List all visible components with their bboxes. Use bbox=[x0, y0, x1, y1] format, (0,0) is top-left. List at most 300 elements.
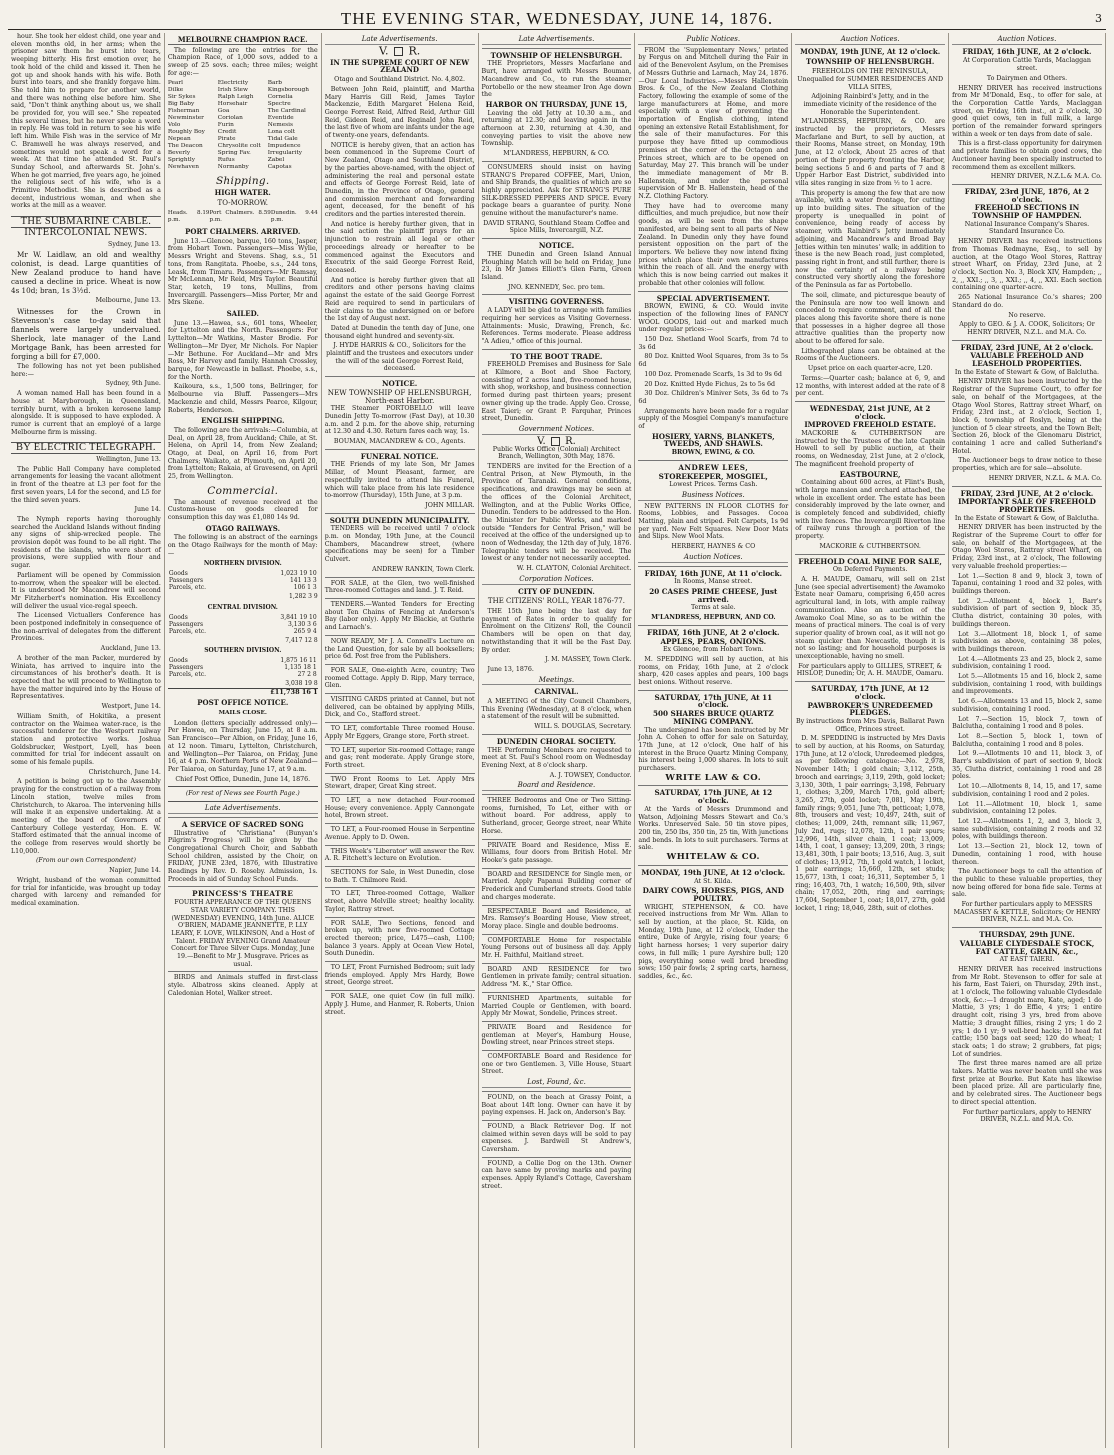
ad-text: 265 National Insurance Co.'s shares; 200 Standard do do. bbox=[952, 294, 1102, 309]
news-item: A woman named Hall has been found in a house at Maryborough, in Queensland, terribly burnt, with a broken kerosene lamp alongside. It is supposed to have exploded. A rumor is current that an employé of a large Melbourne firm is missing. bbox=[11, 390, 161, 436]
horse-entry: Eventide bbox=[267, 114, 294, 121]
classified-ad: FOR SALE, Two Sections, fenced and broken up, with new five-roomed Cottage erected thereon; price, L475—cash, L100; balance 3 years. Apply at Ocean View Hotel, South Dunedin. bbox=[325, 917, 475, 959]
news-item: A brother of the man Packer, murdered by Winiata, has arrived to inquire into the circumstances of his brother's death. It is expected that he will proceed to Wellington to have the matter inquired into by the House of Representatives. bbox=[11, 654, 161, 701]
table-row bbox=[168, 628, 318, 635]
horse-entry: Irish Stew bbox=[217, 86, 248, 93]
horse-entry: Impudence bbox=[267, 142, 301, 149]
news-item: The Public Hall Company have completed arrangements for leasing the vacant allotment in front of the theatre at L3 per foot for the first seven years, L4 for the second, and L5 for the third seven years. bbox=[11, 465, 161, 504]
ad-text: A. H. MAUDE, Oamaru, will sell on 21st June (see special advertisement) the Awamoko Estate near Oamaru, comprising 6,450 acres agricultural land, in lots, with ample railway communication. Also an auction of the Awamoko Coal Mine, so as to be within the means of practical miners. The coal is of very superior quality of brown coal, as it will not go steam quicker than Newcastle, though it is not so lasting; and for household purposes is unexceptionable, having no smell. bbox=[795, 576, 946, 661]
tomorrow-heading: TO-MORROW. bbox=[217, 198, 268, 207]
horse-entry: Sir Sykes bbox=[167, 93, 196, 100]
auction-notices-heading: Auction Notices. bbox=[795, 36, 945, 45]
ad-text: HENRY DRIVER has been instructed by the Registrar of the Supreme Court, to offer for sale, on behalf of the Mortgagees, at the Otago Wool Stores, Rattray street Wharf, on Friday, 23rd inst., at 2 o'clock, Section 1, block 6, township of Roslyn, being at the junction of 5 clear streets, and the Town Belt; Section 26, block of the Glenomaru District, containing 1 acre and called Sutherland's Hotel. bbox=[952, 378, 1102, 455]
column-3 bbox=[322, 33, 479, 1448]
auction-notices-heading: Auction Notices. bbox=[638, 554, 788, 563]
ad-sign: MACKORIE & CUTHBERTSON. bbox=[819, 542, 921, 550]
ad-sub: To Dairymen and Others. bbox=[986, 74, 1068, 82]
ad-sign: BROWN, EWING, & CO. bbox=[671, 449, 755, 457]
ad-title: FRIDAY, 23rd JUNE, 1876, At 2 o'clock. bbox=[964, 186, 1090, 204]
classified-ad: TENDERS.—Wanted Tenders for Erecting about Ten Chains of Fencing at Anderson's Bay (labor only). Apply Mr Blackie, at Guthrie and Larnach's. bbox=[325, 598, 475, 632]
ad-text: HENRY DRIVER has received instructions from Thomas Redmayne, Esq., to sell by auction, at the Otago Wool Stores, Rattray street Wharf, on Friday, 23rd June, at 2 o'clock, Section No. 3, Block XIV, Hampden; ,, 2, ,, XXI.; ,, 3, ,, XXI.; ,, 4, ,, XXI. Each section containing one quarter-acre. bbox=[952, 238, 1102, 292]
lot-item: Lot 11.—Allotment 10, block 1, same subdivision, containing 12 poles. bbox=[952, 800, 1102, 816]
board-ad: BOARD and RESIDENCE for Single men, or Married. Apply Papanui Building corner of Frederick and Cumberland streets. Good table and charges moderate. bbox=[482, 868, 632, 902]
table-cell: 265 9 4 bbox=[293, 627, 317, 635]
table-cell: 27 2 8 bbox=[297, 670, 317, 678]
royal-arms-icon: V. R. bbox=[537, 435, 576, 447]
classified-ad: TO LET, Front Furnished Bedroom; suit lady friends employed. Apply Mrs Hardy, Bowe street, George street. bbox=[325, 961, 475, 987]
ad-title: SATURDAY, 17th JUNE, At 11 o'clock. bbox=[654, 692, 773, 710]
high-water-heading: HIGH WATER. bbox=[214, 188, 271, 198]
grand-total: £11,738 16 1 bbox=[168, 688, 318, 697]
ad-sign: WHITELAW & CO. bbox=[666, 852, 760, 863]
ad bbox=[638, 625, 788, 687]
news-item: William Smith, of Hokitika, a present contractor on the Waimea water-race, is the successful tenderer for the Westport railway station and protective works. Joshua Goldsbrucker, Westport, Lyell, has been committed for trial for indecent assault on some of his female pupils. bbox=[11, 712, 161, 767]
column-7 bbox=[949, 33, 1106, 1448]
dateline: Sydney, June 13. bbox=[108, 240, 161, 248]
gov-notices-heading: Government Notices. bbox=[482, 426, 632, 435]
post-office-text: London (letters specially addressed only)—Per Hawea, on Thursday, June 15, at 8 a.m. San Francisco—Per Albion, on Friday, June 16, at 12 noon. Timaru, Lyttelton, Christchurch, and Wellington—Per Taiaroa, on Friday, June 16, at 4 p.m. Northern Ports of New Zealand—Per Taiaroa, on Saturday, June 17, at 9 a.m. bbox=[167, 719, 318, 773]
ad-text: In the Estate of Stewart & Gow, of Balclutha. bbox=[954, 368, 1100, 376]
southern-heading: SOUTHERN DIVISION. bbox=[204, 647, 282, 655]
ad-text: FOURTH APPEARANCE OF THE QUEENS STAR VARIETY COMPANY. THIS (WEDNESDAY) EVENING, 14th June. ALICE O'BRIEN, MADAME JEANNETTE, P. LLY LEARY, F. LOVE, WILKINSON, And a Host of Talent. FRIDAY EVENING Grand Amateur Concert for Three Silver Cups. Monday, June 19.—Benefit to Mr J. Musgrave. Prices as usual. bbox=[171, 899, 315, 968]
ad-text: In the Estate of Stewart & Gow, of Balclutha. bbox=[954, 514, 1100, 522]
horse-entry: Sprightly bbox=[167, 156, 196, 163]
page-number: 3 bbox=[1095, 12, 1102, 25]
ad-text: This property is among the few that are now available, with a water frontage, for cutting up into building sites. The situation of the property is unequalled in point of convenience, being ready of access by steamer, with Rainbird's Jetty immediately adjoining, and Macandrew's and Broad Bay Jetties within ten minutes' walk; in addition to these is the new Beach road, just completed, passing right in front, and still further, there is now the certainty of a railway being constructed very shortly along the foreshore of the Peninsula as far as Portobello. bbox=[795, 189, 946, 290]
ad-sign: BOUMAN, MACANDREW & CO., Agents. bbox=[333, 438, 466, 446]
horse-entry: Newhaven bbox=[167, 163, 199, 170]
lot-item: Lot 5.—Allotments 15 and 16, block 2, same subdivision, containing 1 rood, with buildings and improvements. bbox=[952, 673, 1102, 696]
table-cell: Goods bbox=[168, 613, 188, 621]
dateline: Westport, June 14. bbox=[101, 703, 161, 711]
court-text: Between John Reid, plaintiff, and Martha Mary Harris Gill Reid, James Taylor Mackenzie, Edith Margaret Helena Reid, George Forrest Reid, Alfred Reid, Arthur Gill Reid, Gideon Reid, and Reginald John Reid, the last five of whom are infants under the age of twenty-one years, defendants. bbox=[324, 85, 475, 140]
horse-entry: Chrysolite colt bbox=[217, 142, 261, 149]
board-ad: FURNISHED Apartments, suitable for Married Couple or Gentlemen, with board. Apply Mr Mowat, Sondelie, Princes street. bbox=[482, 992, 632, 1018]
ad bbox=[638, 291, 788, 457]
ad-text: THE Friends of my late Son, Mr James Millar, of Mount Pleasant, farmer, are respectfully invited to attend his Funeral, which will take place from his late residence to-morrow (Thursday), 15th June, at 3 p.m. bbox=[324, 461, 475, 500]
ad-text: HENRY DRIVER has been instructed by the Registrar of the Supreme Court to offer for sale, on behalf of the Mortgagees, at the Otago Wool Stores, Rattray street Wharf, on Friday, 23rd inst., at 2 o'clock, The following very valuable freehold properties:— bbox=[952, 524, 1102, 570]
ad-text: A LADY will be glad to arrange with families requiring her services as Visiting Governess. Attainments: Music, Drawing, French, &c. References. Terms moderate. Please address "A Adieu," office of this journal. bbox=[481, 307, 632, 345]
public-notice-text: FROM the 'Supplementary News,' printed by Fergus on and Mitchell during the Fair in aid of the Benevolent Asylum, on the Premises of Messrs Guthrie and Larnach, May 24, 1876.—Our Local Industries.—Messrs Hallenstein Bros. & Co., of the New Zealand Clothing Factory, following the example of some of the large manufacturers at Home, and more especially with a view of preventing the importation of English clothing, intend opening an extensive Retail Establishment, for the sale of their manufactures. For this purpose they have fitted up commodious premises at the corner of the Octagon and Princes street, which are to be opened on Saturday, May 27. This branch will be under the immediate management of Mr B. Hallenstein, and under the personal supervision of Mr B. Hallenstein, head of the N.Z. Clothing Factory. bbox=[638, 46, 789, 201]
ad-text: In Rooms, Manse street. bbox=[674, 578, 753, 586]
ad bbox=[482, 48, 632, 158]
arrived-text: June 13.—Glencoe, barque, 160 tons, Jasper, from Hobart Town. Passengers—Miss Wylie, Messrs Wright and Stevens. Shag, s.s., 51 tons, from Rangitata. Phoebe, s.s., 244 tons, Leask, from Timaru. Passengers—Mr Ramsay, Mr McLennan, Mr Reid, Mrs Taylor. Beautiful Star, ketch, 19 tons, Mullins, from Invercargill. Passengers—Miss Porter, Mr and Mrs Skene. bbox=[167, 237, 318, 307]
ad-title: VISITING GOVERNESS. bbox=[508, 297, 605, 307]
table-row bbox=[168, 621, 318, 628]
ad-title: FRIDAY, 16th JUNE, At 2 o'clock. bbox=[962, 46, 1092, 56]
tide-table bbox=[168, 210, 318, 225]
ad bbox=[482, 349, 632, 423]
ad-title: MONDAY, 19th JUNE, At 12 o'clock. bbox=[800, 46, 941, 56]
horse-entry: Ralph Leigh bbox=[217, 93, 254, 100]
ad-text: THE Proprietors, Messrs Macfarlane and Burt, have arranged with Messrs Bouman, Macandrew and Co., to run the steamer Portobello or the new steamer Iron Age down the bbox=[481, 60, 632, 99]
horse-entry: Volo bbox=[167, 121, 181, 128]
ad-sign: For further particulars, apply to HENRY DRIVER, N.Z.L. and M.A. Co. bbox=[962, 1108, 1092, 1124]
horse-list bbox=[168, 80, 318, 171]
column-2 bbox=[165, 33, 322, 1448]
ad-sub: EASTBOURNE, bbox=[839, 469, 901, 479]
classified-ad: NOW READY, Mr J. A. Connell's Lecture on the Land Question, for sale by all booksellers; price 6d. Post free from the Publishers. bbox=[325, 635, 475, 661]
ad-date: June 13, 1876. bbox=[487, 665, 534, 673]
board-ad: COMFORTABLE Board and Residence for one or two Gentlemen. 3, Ville House, Stuart Street. bbox=[482, 1050, 632, 1076]
ad-title: PRINCESS'S THEATRE bbox=[192, 889, 294, 899]
ad-title: FRIDAY, 23rd JUNE, At 2 o'clock. bbox=[960, 342, 1094, 352]
english-shipping-text: The following are the arrivals:—Columbia, at Deal, on April 28, from Auckland; Chile, at St. Helena, on April 14, from New Zealand; Otago, at Deal, on April 16, from Port Chalmers; Waikato, at Plymouth, on April 20, from Lyttelton; Rakaia, at Gravesend, on April 25, from Wellington. bbox=[167, 426, 318, 481]
board-ad: THREE Bedrooms and One or Two Sitting-rooms, furnished, To Let, either with or without board. For address, apply to Sutherland, grocer, George street, near White Horse. bbox=[482, 794, 632, 836]
ad-title: NOTICE. bbox=[381, 379, 418, 389]
ad-text: The undersigned has been instructed by Mr John A. Cohen to offer for sale on Saturday, 17th June, at 12 o'clock, One half of his interest in the Bruce Quartz Mining Company, his interest being 1,000 shares. In lots to suit purchasers. bbox=[638, 726, 789, 773]
lot-item: Lot 2.—Allotment 4, block 1, Barr's subdivision of part of section 9, block 35, Clutha district, containing 30 poles, with buildings thereon. bbox=[952, 597, 1102, 628]
ad bbox=[482, 238, 632, 291]
commercial-heading: Commercial. bbox=[207, 484, 279, 497]
board-ad: BOARD AND RESIDENCE for two Gentlemen in private family; central situation. Address "M. K.," Star Office. bbox=[482, 963, 632, 989]
table-cell: Parcels, etc. bbox=[168, 670, 207, 678]
classified-ad: TO LET, Three-roomed Cottage, Walker street, above Melville street; healthy locality. Taylor, Rattray street. bbox=[325, 887, 475, 913]
ad-sub: THE CITIZENS' ROLL, YEAR 1876-77. bbox=[487, 597, 625, 606]
ad-sign: HENRY DRIVER, N.Z.L.& M.A. Co. bbox=[990, 173, 1102, 181]
ad-sub: IMPROVED FREEHOLD ESTATE. bbox=[804, 420, 936, 430]
horse-entry: Pearl bbox=[167, 79, 183, 86]
ad-text: At St. Kilda. bbox=[694, 877, 733, 885]
horse-entry: Lona colt bbox=[267, 128, 296, 135]
ad-text: HENRY DRIVER has received instructions from Mr Robt. Stevenson to offer for sale at his farm, East Taieri, on Thursday, 29th inst., at 1 o'clock, The following valuable Clydesdale stock, &c.:—1 draught mare, Kate, aged; 1 do Mattie, 3 yrs; 1 do Effie, 4 yrs; 1 entire draught colt, rising 3 yrs, bred from above Mattie; 3 draught fillies, rising 2 yrs; 1 do 2 yrs; 1 do 1 yr; 9 well-bred hacks; 10 head fat cattle; 150 bags oat seed; 120 do wheat; 1 stack oats; 1 do straw; 2 grubbers, fat pigs; Lot of sundries. bbox=[952, 965, 1102, 1058]
see-fourth-page: (For rest of News see Fourth Page.) bbox=[185, 790, 300, 798]
late-ads-heading: Late Advertisements. bbox=[482, 36, 632, 45]
columns bbox=[8, 33, 1106, 1448]
ad-title: FRIDAY, 16th JUNE, At 11 o'clock. bbox=[644, 568, 782, 578]
classified-ad: TO LET, superior Six-roomed Cottage; range and gas; rent moderate. Apply Grange store, Forth street. bbox=[325, 744, 475, 770]
table-row bbox=[168, 570, 318, 577]
ad-text: CONSUMERS should insist on having STRANG'S Prepared COFFEE, Mari, Union, and Ship Brands, the qualities of which are so highly appreciated. Ask for STRANG'S PURE SILK-DRESSED PEPPERS AND SPICE. Every package bears a guarantee of purity. None genuine without the manufacturer's name. bbox=[481, 163, 632, 218]
shipping-heading: Shipping. bbox=[215, 174, 270, 187]
royal-arms-icon: V. R. bbox=[378, 44, 421, 58]
ad-title: TO THE BOOT TRADE. bbox=[510, 351, 603, 361]
table-cell: Goods bbox=[168, 570, 188, 578]
railways-intro: The following is an abstract of the earnings on the Otago Railways for the month of May:— bbox=[167, 534, 318, 557]
column-4 bbox=[479, 33, 636, 1448]
table-cell: 141 13 3 bbox=[289, 577, 317, 585]
ad-text: The Auctioneer begs to call the attention of the public to these valuable properties, they now being offered for bona fide sale. Terms at sale. bbox=[952, 868, 1102, 899]
tide-chalmers: Port Chalmers. 8.59 p.m. bbox=[209, 209, 271, 224]
ad-sign: ANDREW RANKIN, Town Clerk. bbox=[372, 565, 475, 573]
horse-entry: Beverly bbox=[167, 149, 191, 156]
ad-sub: 20 CASES PRIME CHEESE, Just arrived. bbox=[649, 587, 778, 604]
ad-sub: HOSIERY, YARNS, BLANKETS, TWEEDS, AND SHAWLS. bbox=[652, 431, 775, 449]
ad-sign: M'LANDRESS, HEPBURN, & CO. bbox=[503, 150, 610, 158]
public-notice-text: They have had to overcome many difficulties, and much prejudice, but now their goods, as will be seen from the shape manifested, are being sent to all parts of New Zealand. In Dunedin only they have found persistent opposition on the part of the importers. We believe they now intend fixing prices which place their own manufactures within the reach of all. And the energy with which this is now being carried out makes it probable that other colonies will follow. bbox=[638, 202, 789, 287]
board-heading: Board and Residence. bbox=[482, 782, 632, 791]
telegraph-heading: BY ELECTRIC TELEGRAPH. bbox=[11, 442, 161, 454]
corp-notices-heading: Corporation Notices. bbox=[482, 576, 632, 585]
classified-ad: TO LET, comfortable Three roomed House. Apply Mr Eggers, Grange store, Forth street. bbox=[325, 722, 475, 740]
post-office-heading: POST OFFICE NOTICE. bbox=[197, 698, 289, 708]
business-notices-heading: Business Notices. bbox=[638, 492, 788, 501]
race-heading: MELBOURNE CHAMPION RACE. bbox=[168, 36, 318, 45]
ad-text: Terms at sale. bbox=[690, 604, 736, 612]
lot-item: Lot 6.—Allotments 13 and 15, block 2, same subdivision, containing 1 rood. bbox=[952, 698, 1102, 713]
ad-sub: HARBOR ON THURSDAY, JUNE 15, bbox=[485, 99, 628, 109]
table-row bbox=[168, 657, 318, 664]
ad-text: Leaving the old Jetty at 10.30 a.m., and returning at 12.30; and leaving again in the afternoon at 2.30, returning at 4.30, and conveying parties to visit the above new Township. bbox=[481, 109, 632, 148]
court-notice: And notice is hereby further given, that in the said action the plaintiff prays for an injunction to restrain all legal or other proceedings already or hereafter to be commenced against the Executors and Executrix of the said George Forrest Reid, deceased. bbox=[324, 220, 475, 274]
goods-line: 20 Doz. Knitted Hyde Fichus, 2s to 5s 6d bbox=[644, 380, 776, 388]
ad-title: FRIDAY, 16th JUNE, At 2 o'clock. bbox=[647, 627, 780, 637]
ad-title: DUNEDIN CHORAL SOCIETY. bbox=[496, 736, 617, 746]
ad-sub: APPLES, PEARS, ONIONS. bbox=[660, 636, 767, 646]
table-row bbox=[168, 664, 318, 671]
ad-text: The Auctioneer begs to draw notice to these properties, which are for sale—absolute. bbox=[952, 457, 1102, 473]
ad-sub: VALUABLE FREEHOLD AND LEASEHOLD PROPERTIES. bbox=[970, 351, 1084, 369]
ad-sub: 500 SHARES BRUCE QUARTZ MINING COMPANY. bbox=[653, 709, 774, 726]
horse-entry: Electricity bbox=[217, 79, 249, 86]
ad-text: At the Yards of Messrs Drummond and Watson, Adjoining Messrs Stewart and Co.'s Works. Unreserved Sale. 50 tin stove pipes, 200 tin, 250 lbs, 350 tin, 25 tin, With junctions and bends. In lots to suit purchasers. Terms at sale. bbox=[638, 805, 789, 852]
classified-ad: SECTIONS for Sale, in West Dunedin, close to Bath. T. Chilmore Reid. bbox=[325, 866, 475, 884]
ad-title: ANDREW LEES, bbox=[678, 462, 749, 472]
table-cell: 3,130 3 6 bbox=[288, 620, 317, 628]
column-6 bbox=[792, 33, 949, 1448]
ad bbox=[638, 566, 788, 622]
horse-entry: Barb bbox=[267, 79, 282, 86]
lot-item: Lot 8.—Section 5, block 1, town of Balclutha, containing 1 rood and 8 poles. bbox=[952, 732, 1102, 748]
ad-sub: NEW TOWNSHIP OF HELENSBURGH, North-east Harbor. bbox=[327, 387, 472, 405]
lead-article: hour. She took her eldest child, one year and eleven months old, in her arms; when the prisoner saw them he burst into tears, weeping bitterly. His first emotion over, he took hold of the child and kissed it. Then he got up and shook hands with his wife. Both burst into tears, and she frankly forgave him. She told him to prepare for another world, and there was nothing else before him. She said, "Don't think anything about us, we shall be provided for, you will see." She repeated this several times, but he never spoke a word in reply. He was told in return to see his wife left him. While Fish was in the service of Mr C. Bramwell he was always reserved, and sometimes would not speak a word for a week. At that time he attended St. Paul's Sunday School, and afterwards St. John's. When he got married, five years ago, he joined the religious sect of his wife, who is a Primitive Methodist. She is described as a decent, industrious woman, and when she works at the mill as a weaver. bbox=[11, 33, 161, 210]
horse-entry: Irregularity bbox=[267, 149, 302, 156]
ad-title: TOWNSHIP OF HELENSBURGH. bbox=[490, 50, 623, 60]
dateline: Auckland, June 13. bbox=[100, 645, 161, 653]
table-cell: Passengers bbox=[168, 663, 204, 671]
court-sub: Otago and Southland District. No. 4,802. bbox=[334, 76, 466, 84]
ad-sign: For particulars apply to GILLIES, STREET, & HISLOP, Dunedin; Or, A. H. MAUDE, Oamaru. bbox=[796, 662, 944, 678]
table-row bbox=[168, 614, 318, 621]
column-1 bbox=[8, 33, 165, 1448]
ad-text: THE Steamer PORTOBELLO will leave Dunedin Jetty To-morrow (Fast Day), at 10.30 a.m. and 2 p.m. for the above ship, returning at 12.30 and 4.30. Return fares each way, 1s. bbox=[324, 405, 475, 436]
ad-sub: VALUABLE CLYDESDALE STOCK, FAT CATTLE, GRAIN, &c., bbox=[959, 938, 1095, 956]
ad-text: D. M. SPEDDING is instructed by Mrs Davis to sell by auction, at his Rooms, on Saturday, 17th June, at 12 o'clock, Unredeemed pledges, as per following catalogue:—No. 2,978, November 14th; 1 gold chain; 3,112, 25th, brooch and earrings; 3,119, 29th, gold locket; 3,130, 30th, 1 pair earrings; 3,198, February 1, clothes; 3,209, March 17th, gold albert; 3,265, 27th, gold locket; 7,081, May 19th, family rings; 9,051, June 7th, petticoat; 1,078, 8th, trousers and vest; 10,497, 24th, suit of clothes; 11,009, 24th, remnant silk; 11,967, July 2nd, rugs; 12,078, 12th, 1 pair spurs; 12,996, 14th, silver chain, 1 coat; 13,009, 14th, 1 coat, 1 gansey; 13,209, 20th, 3 rings; 13,481, 30th, 1 pair boots; 13,516, Aug. 3, suit of clothes; 13,912, 7th, 1 gold watch, 1 locket, 1 pair earrings; 15,660, 12th, set studs; 15,677, 13th, 1 coat; 16,311, September 5, 1 ring; 16,403, 7th, 1 watch; 16,500, 9th, silver chain; 17,052, 20th, ring and earrings; 17,604, September 1, coat; 18,017, 27th, gold locket, 1 ring; 18,046, 28th, suit of clothes. bbox=[795, 735, 946, 912]
board-ad: PRIVATE Board and Residence for gentleman at Meyer's, Hamburg House, Dowling street, near Princes street steps. bbox=[482, 1021, 632, 1047]
central-table bbox=[168, 614, 318, 635]
ad-title: SOUTH DUNEDIN MUNICIPALITY. bbox=[329, 515, 470, 525]
ad bbox=[325, 513, 475, 574]
table-cell: 1,135 18 1 bbox=[284, 663, 317, 671]
brown-lines bbox=[638, 336, 788, 406]
news-item: Witnesses for the Crown in Stevenson's case to-day said that flannels were largely undervalued. Sherlock, late manager of the Land Mortgage Bank, has been arrested for forging a bill for £7,000. bbox=[11, 306, 161, 361]
table-cell: 3,841 19 10 bbox=[280, 613, 317, 621]
arrived-heading: PORT CHALMERS. ARRIVED. bbox=[185, 227, 301, 237]
ad bbox=[795, 554, 945, 679]
ad-sub: On Deferred Payments. bbox=[832, 566, 908, 574]
lost-found-ad: FOUND, a Black Retriever Dog. If not claimed within seven days will be sold to pay expenses. J. Bardwell St Andrew's, Caversham. bbox=[482, 1120, 632, 1154]
ad-text: THE 15th June being the last day for payment of Rates in order to qualify for Enrolment on the Citizens' Roll, the Council Chambers will be open on that day, notwithstanding that it will be the Fast Day. By order. bbox=[481, 608, 632, 654]
northern-total: 1,282 3 9 bbox=[289, 593, 318, 601]
table-row bbox=[168, 577, 318, 584]
lot-item: Lot 7.—Section 15, block 7, town of Balclutha, containing 1 rood and 8 poles. bbox=[952, 715, 1102, 731]
southern-table bbox=[168, 657, 318, 678]
ad bbox=[325, 376, 475, 446]
classified-ad: FOR SALE, One-eighth Acre, country; Two roomed Cottage. Apply D. Ripp, Mary terrace, Glen. bbox=[325, 664, 475, 690]
horse-entry: Spectre bbox=[267, 100, 291, 107]
table-cell: Passengers bbox=[168, 577, 204, 585]
dateline: Melbourne, June 13. bbox=[95, 297, 161, 305]
ad-text: Ex Glencoe, from Hobart Town. bbox=[662, 646, 764, 654]
ad-text: M. SPEDDING will sell by auction, at his rooms, on Friday, 16th June, at 2 o'clock sharp, 420 cases apples and pears, 100 bags best onions. Without reserve. bbox=[638, 655, 789, 687]
classifieds-list bbox=[325, 577, 475, 1017]
ad-text: MACKORIE & CUTHBERTSON are instructed by the Trustees of the late Captain Howell to sell by public auction, at their rooms, on Wednesday, 21st June, at 2 o'clock, The magnificent freehold property of bbox=[795, 430, 946, 468]
ad-title: A SERVICE OF SACRED SONG bbox=[181, 819, 304, 829]
classified-ad: FOR SALE, one quiet Cow (in full milk). Apply J. Hume, and Hanmer, R. Roberts, Union street. bbox=[325, 990, 475, 1016]
horse-entry: The Deacon bbox=[167, 142, 203, 149]
classified-ad: VISITING CARDS printed at Cannel, but not delivered, can be obtained by applying Mills, Dick, and Co., Stafford street. bbox=[325, 693, 475, 719]
intercolonial-heading: INTERCOLONIAL NEWS. bbox=[24, 227, 148, 238]
ad-sign: JNO. KENNEDY, Sec. pro tem. bbox=[508, 283, 605, 291]
court-date: Dated at Dunedin the tenth day of June, one thousand eight hundred and seventy-six. bbox=[324, 324, 475, 340]
horse-entry: Pirate bbox=[217, 135, 236, 142]
ad-text: No reserve. bbox=[1008, 311, 1046, 319]
table-cell: Parcels, etc. bbox=[168, 627, 207, 635]
table-cell: Goods bbox=[168, 656, 188, 664]
horse-entry: Big Baby bbox=[167, 100, 195, 107]
horse-entry: Furin bbox=[217, 121, 234, 128]
ad-text: By instructions from Mrs Davis, Ballarat Pawn Office, Princes street. bbox=[796, 717, 945, 733]
ad-title: THURSDAY, 29th JUNE. bbox=[979, 930, 1075, 940]
ad-text: Illustrative of "Christiana" (Bunyan's Pilgrim's Progress) will be given by the Congregational Church Choir, and Sabbath School children, assisted by the Choir, on FRIDAY, JUNE 23rd, 1876, with Illustrative Readings by Rev. D. Roseby. Admission, 1s. Proceeds in aid of Sunday School Funds. bbox=[167, 829, 318, 883]
classified-ad: TWO Front Rooms to Let. Apply Mrs Stewart, draper, Great King street. bbox=[325, 773, 475, 791]
dateline: June 14. bbox=[134, 506, 161, 514]
horse-entry: Kingsborough bbox=[267, 86, 309, 93]
sailed-heading: SAILED. bbox=[226, 309, 259, 319]
ad bbox=[795, 681, 945, 912]
lot-item: Lot 12.—Allotments 1, 2, and 3, block 3, same subdivision, containing 2 roods and 32 poles, with buildings thereon. bbox=[952, 817, 1102, 841]
news-item: Mr W. Laidlaw, an old and wealthy colonist, is dead. Large quantities of New Zealand produce to hand have caused a decline in price. Wheat is now 4s 10d; bran, 1s 3½d. bbox=[11, 250, 161, 296]
goods-line: 80 Doz. Knitted Wool Squares, from 3s to 5s 6d bbox=[638, 353, 789, 369]
ad-text: This is a first-class opportunity for dairymen and private families to obtain good cows, the Auctioneer having been specially instructed to recommend them as excellent milkers. bbox=[952, 140, 1102, 171]
lot-item: Lot 13.—Section 21, block 12, town of Dunedin, containing 1 rood, with house thereon. bbox=[952, 843, 1102, 866]
late-ads-heading: Late Advertisements. bbox=[325, 36, 475, 45]
dateline: Napier, June 14. bbox=[109, 867, 161, 875]
ad-sign: M'LANDRESS, HEPBURN, AND CO. bbox=[651, 614, 776, 622]
ad-sign: JOHN MILLAR. bbox=[425, 501, 475, 509]
news-item: The following has not yet been published here:— bbox=[11, 362, 161, 378]
ad-sign: J. M. MASSEY, Town Clerk. bbox=[545, 656, 632, 664]
tide-heads: Heads. 8.19 p.m. bbox=[167, 209, 210, 224]
table-cell: Parcels, etc. bbox=[168, 584, 207, 592]
passengers-text: Kaikoura, s.s., 1,500 tons, Bellringer, for Melbourne via Bluff. Passengers—Mrs Mackenzie and child, Messrs Pearce, Kilgour, Roberts, Henderson. bbox=[167, 383, 318, 414]
ad bbox=[795, 401, 945, 551]
southern-total: 3,038 19 8 bbox=[285, 679, 318, 687]
ad-sign: HENRY DRIVER, N.Z.L. & M.A. Co. bbox=[988, 474, 1102, 482]
board-ad: COMFORTABLE Home for respectable Young Persons out of business all day. Apply Mr. H. Faithful, Maitland street. bbox=[482, 934, 632, 960]
sailed-text: June 13.—Hawea, s.s., 601 tons, Wheeler, for Lyttelton and the North. Passengers: For Lyttelton—Mr Watkins, Master Brodie. For Wellington—Mr Dyer, Mr Nichols. For Napier—Mr Bethune. For Auckland—Mr and Mrs Ross, Mr Harvey and family. Hannah Crossley, barque, for Newcastle in ballast. Phoebe, s.s., for the North. bbox=[167, 319, 318, 381]
ad-title: SATURDAY, 17th JUNE, At 12 o'clock. bbox=[654, 788, 773, 806]
railways-heading: OTAGO RAILWAYS. bbox=[205, 523, 281, 533]
ad-title: MONDAY, 19th JUNE, At 12 o'clock. bbox=[641, 867, 786, 877]
ad bbox=[952, 486, 1102, 925]
classified-ad: TO LET, a new detached Four-roomed House; every convenience. Apply Cannongate hotel, Brown street. bbox=[325, 794, 475, 820]
ad bbox=[168, 817, 318, 884]
ad bbox=[952, 184, 1102, 337]
ad-text: Arrangements have been made for a regular supply of the Mosgiel Company's manufacture of bbox=[638, 407, 789, 431]
ad-sign: W. H. CLAYTON, Colonial Architect. bbox=[516, 565, 632, 573]
ad-text: BROWN, EWING, & CO. Would invite inspection of the following lines of FANCY WOOL GOODS, laid out and marked much under regular prices:— bbox=[638, 303, 789, 334]
lot-item: Lot 1.—Section 8 and 9, block 3, town of Tapanui, containing 1 rood and 32 poles, with buildings thereon. bbox=[952, 572, 1102, 595]
ad-text: Terms:—Quarter cash; balance at 6, 9, and 12 months, with interest added at the rate of 8 per cent. bbox=[795, 374, 946, 398]
northern-table bbox=[168, 570, 318, 591]
table-cell: 106 1 3 bbox=[293, 584, 317, 592]
ad-sub: IMPORTANT SALE OF FREEHOLD PROPERTIES. bbox=[958, 497, 1096, 514]
ad bbox=[638, 460, 788, 489]
horse-entry: Credit bbox=[217, 128, 237, 135]
tide-dunedin: Dunedin. 9.44 p.m. bbox=[270, 209, 318, 224]
ad-text: Lowest Prices. Terms Cash. bbox=[669, 481, 758, 489]
ad bbox=[482, 734, 632, 780]
horse-entry: Rufus bbox=[217, 156, 235, 163]
column-5 bbox=[635, 33, 792, 1448]
ad-title: NOTICE. bbox=[538, 241, 575, 251]
ad bbox=[168, 886, 318, 968]
meetings-heading: Meetings. bbox=[482, 677, 632, 686]
court-solicitors: J. HYDE HARRIS & CO., Solicitors for the plaintiff and the trustees and executors under the will of the said George Forrest Reid, deceased. bbox=[326, 342, 474, 373]
ad-title: FUNERAL NOTICE. bbox=[360, 451, 439, 461]
lost-found-list bbox=[482, 1091, 632, 1191]
ad-sign: WILL S. DOUGLAS, Secretary. bbox=[534, 723, 632, 731]
horse-entry: Cornelia bbox=[267, 93, 293, 100]
goods-line: 30 Doz. Children's Miniver Sets, 3s 6d to 7s 6d bbox=[638, 390, 789, 405]
ad bbox=[482, 161, 632, 235]
horse-entry: Coriolan bbox=[217, 114, 243, 121]
horse-entry: Nemesis bbox=[267, 121, 293, 128]
commercial-text: The amount of revenue received at the Customs-house on goods cleared for consumption this day was £1,080 14s 9d. bbox=[167, 498, 318, 521]
horse-entry: Normanby bbox=[217, 163, 249, 170]
news-item: A petition is being got up to the Assembly praying for the construction of a railway from Lincoln station, twelve miles from Christchurch, to Akaroa. The intervening hills will make it an expensive undertaking. At a meeting of the board of Governors of Canterbury College yesterday, Hon. E. W. Stafford estimated that the annual income of the college from reserves would shortly be L10,000. bbox=[11, 778, 161, 855]
horse-entry: Goa bbox=[217, 107, 230, 114]
northern-heading: NORTHERN DIVISION. bbox=[203, 560, 282, 568]
horse-entry: Spring Fav. bbox=[217, 149, 251, 156]
ad-text: Lithographed plans can be obtained at the Rooms of the Auctioneers. bbox=[795, 347, 946, 363]
court-notice: And notice is hereby further given that all creditors and other persons having claims against the estate of the said George Forrest Reid are required to send in particulars of their claims to the undersigned on or before the 1st day of August next. bbox=[324, 276, 475, 323]
classified-ad: FOR SALE, at the Glen, two well-finished Three-roomed Cottages and land. J. T. Reid. bbox=[325, 577, 475, 595]
lot-item: Lot 10.—Allotments 8, 14, 15, and 17, same subdivision, containing 1 rood and 2 poles. bbox=[952, 783, 1102, 798]
ad bbox=[952, 340, 1102, 483]
table-cell: 1,023 19 10 bbox=[280, 570, 317, 578]
ad-title: SPECIAL ADVERTISEMENT. bbox=[656, 293, 770, 303]
ad-sign: Apply to GEO. & J. A. COOK, Solicitors; Or HENRY DRIVER, N.Z.L. and M.A. Co. bbox=[959, 321, 1095, 336]
board-list bbox=[482, 794, 632, 1076]
ad bbox=[638, 865, 788, 981]
ad-text: HENRY DRIVER has received instructions from Mr M'Donald, Esq., to offer for sale, at the Corporation Cattle Yards, Maclaggan street, on Friday, 16th inst., at 2 o'clock, 30 good quiet cows, ten in full milk, a large portion of the remainder forward springers within a week or ten days from date of sale. bbox=[952, 84, 1102, 138]
classified-ad: THIS Week's 'Liberator' will answer the Rev. A. R. Fitchett's lecture on Evolution. bbox=[325, 845, 475, 863]
court-heading: IN THE SUPREME COURT OF NEW ZEALAND bbox=[330, 57, 470, 75]
ad-title: CITY OF DUNEDIN. bbox=[518, 586, 595, 596]
masthead bbox=[8, 8, 1106, 30]
ad-sub: FREEHOLD SECTIONS IN TOWNSHIP OF HAMPDEN. bbox=[972, 203, 1082, 221]
mails-heading: MAILS CLOSE. bbox=[218, 710, 267, 717]
ad-sign: A. J. TOWSEY, Conductor. bbox=[549, 771, 632, 779]
board-ad: PRIVATE Board and Residence, Miss E. Williams, four doors from British Hotel. Mr Hooke's gate passage. bbox=[482, 839, 632, 865]
ad-title: TOWNSHIP OF HELENSBURGH. bbox=[806, 57, 935, 67]
post-office-sign: Chief Post Office, Dunedin, June 14, 1876. bbox=[175, 775, 311, 783]
ad-title: WEDNESDAY, 21st JUNE, At 2 o'clock. bbox=[809, 403, 931, 421]
lost-found-ad: FOUND, on the beach at Grassy Point, a Boat about 14ft long. Owner can have it by paying expenses. H. Jack on, Anderson's Bay. bbox=[482, 1091, 632, 1117]
ad-text: WRIGHT, STEPHENSON, & CO. have received instructions from Mr Wm. Allan to sell by auction, at the place, St. Kilda, on Monday, 19th June, at 12 o'clock, Under the entire, Duke of Argyle, rising four years; 6 light harness horses; 1 very superior dairy cows, in full milk; 1 pure Ayrshire bull; 120 pigs, everything some well bred breeding sows; 150 pair fowls; 2 spring carts, harness, saddles, &c., &c. bbox=[638, 903, 789, 980]
ad bbox=[482, 294, 632, 345]
ad-text: AT EAST TAIERI. bbox=[999, 956, 1055, 964]
race-intro: The following are the entries for the Champion Race, of 1,000 sovs, added to a sweep of 25 sovs. each; three miles; weight for age:— bbox=[167, 46, 318, 77]
board-ad: RESPECTABLE Board and Residence, at Mrs. Ramsey's Boarding House, View street, Moray place. Single and double bedrooms. bbox=[482, 905, 632, 931]
ad bbox=[638, 690, 788, 783]
ad-title: CARNIVAL. bbox=[534, 687, 579, 697]
dateline: Sydney, 9th June. bbox=[105, 380, 161, 388]
horse-entry: Tidal Gale bbox=[267, 135, 298, 142]
lost-found-ad: FOUND, a Collie Dog on the 13th. Owner can have same by proving marks and paying expenses. Apply Ryland's Cottage, Caversham street. bbox=[482, 1157, 632, 1191]
